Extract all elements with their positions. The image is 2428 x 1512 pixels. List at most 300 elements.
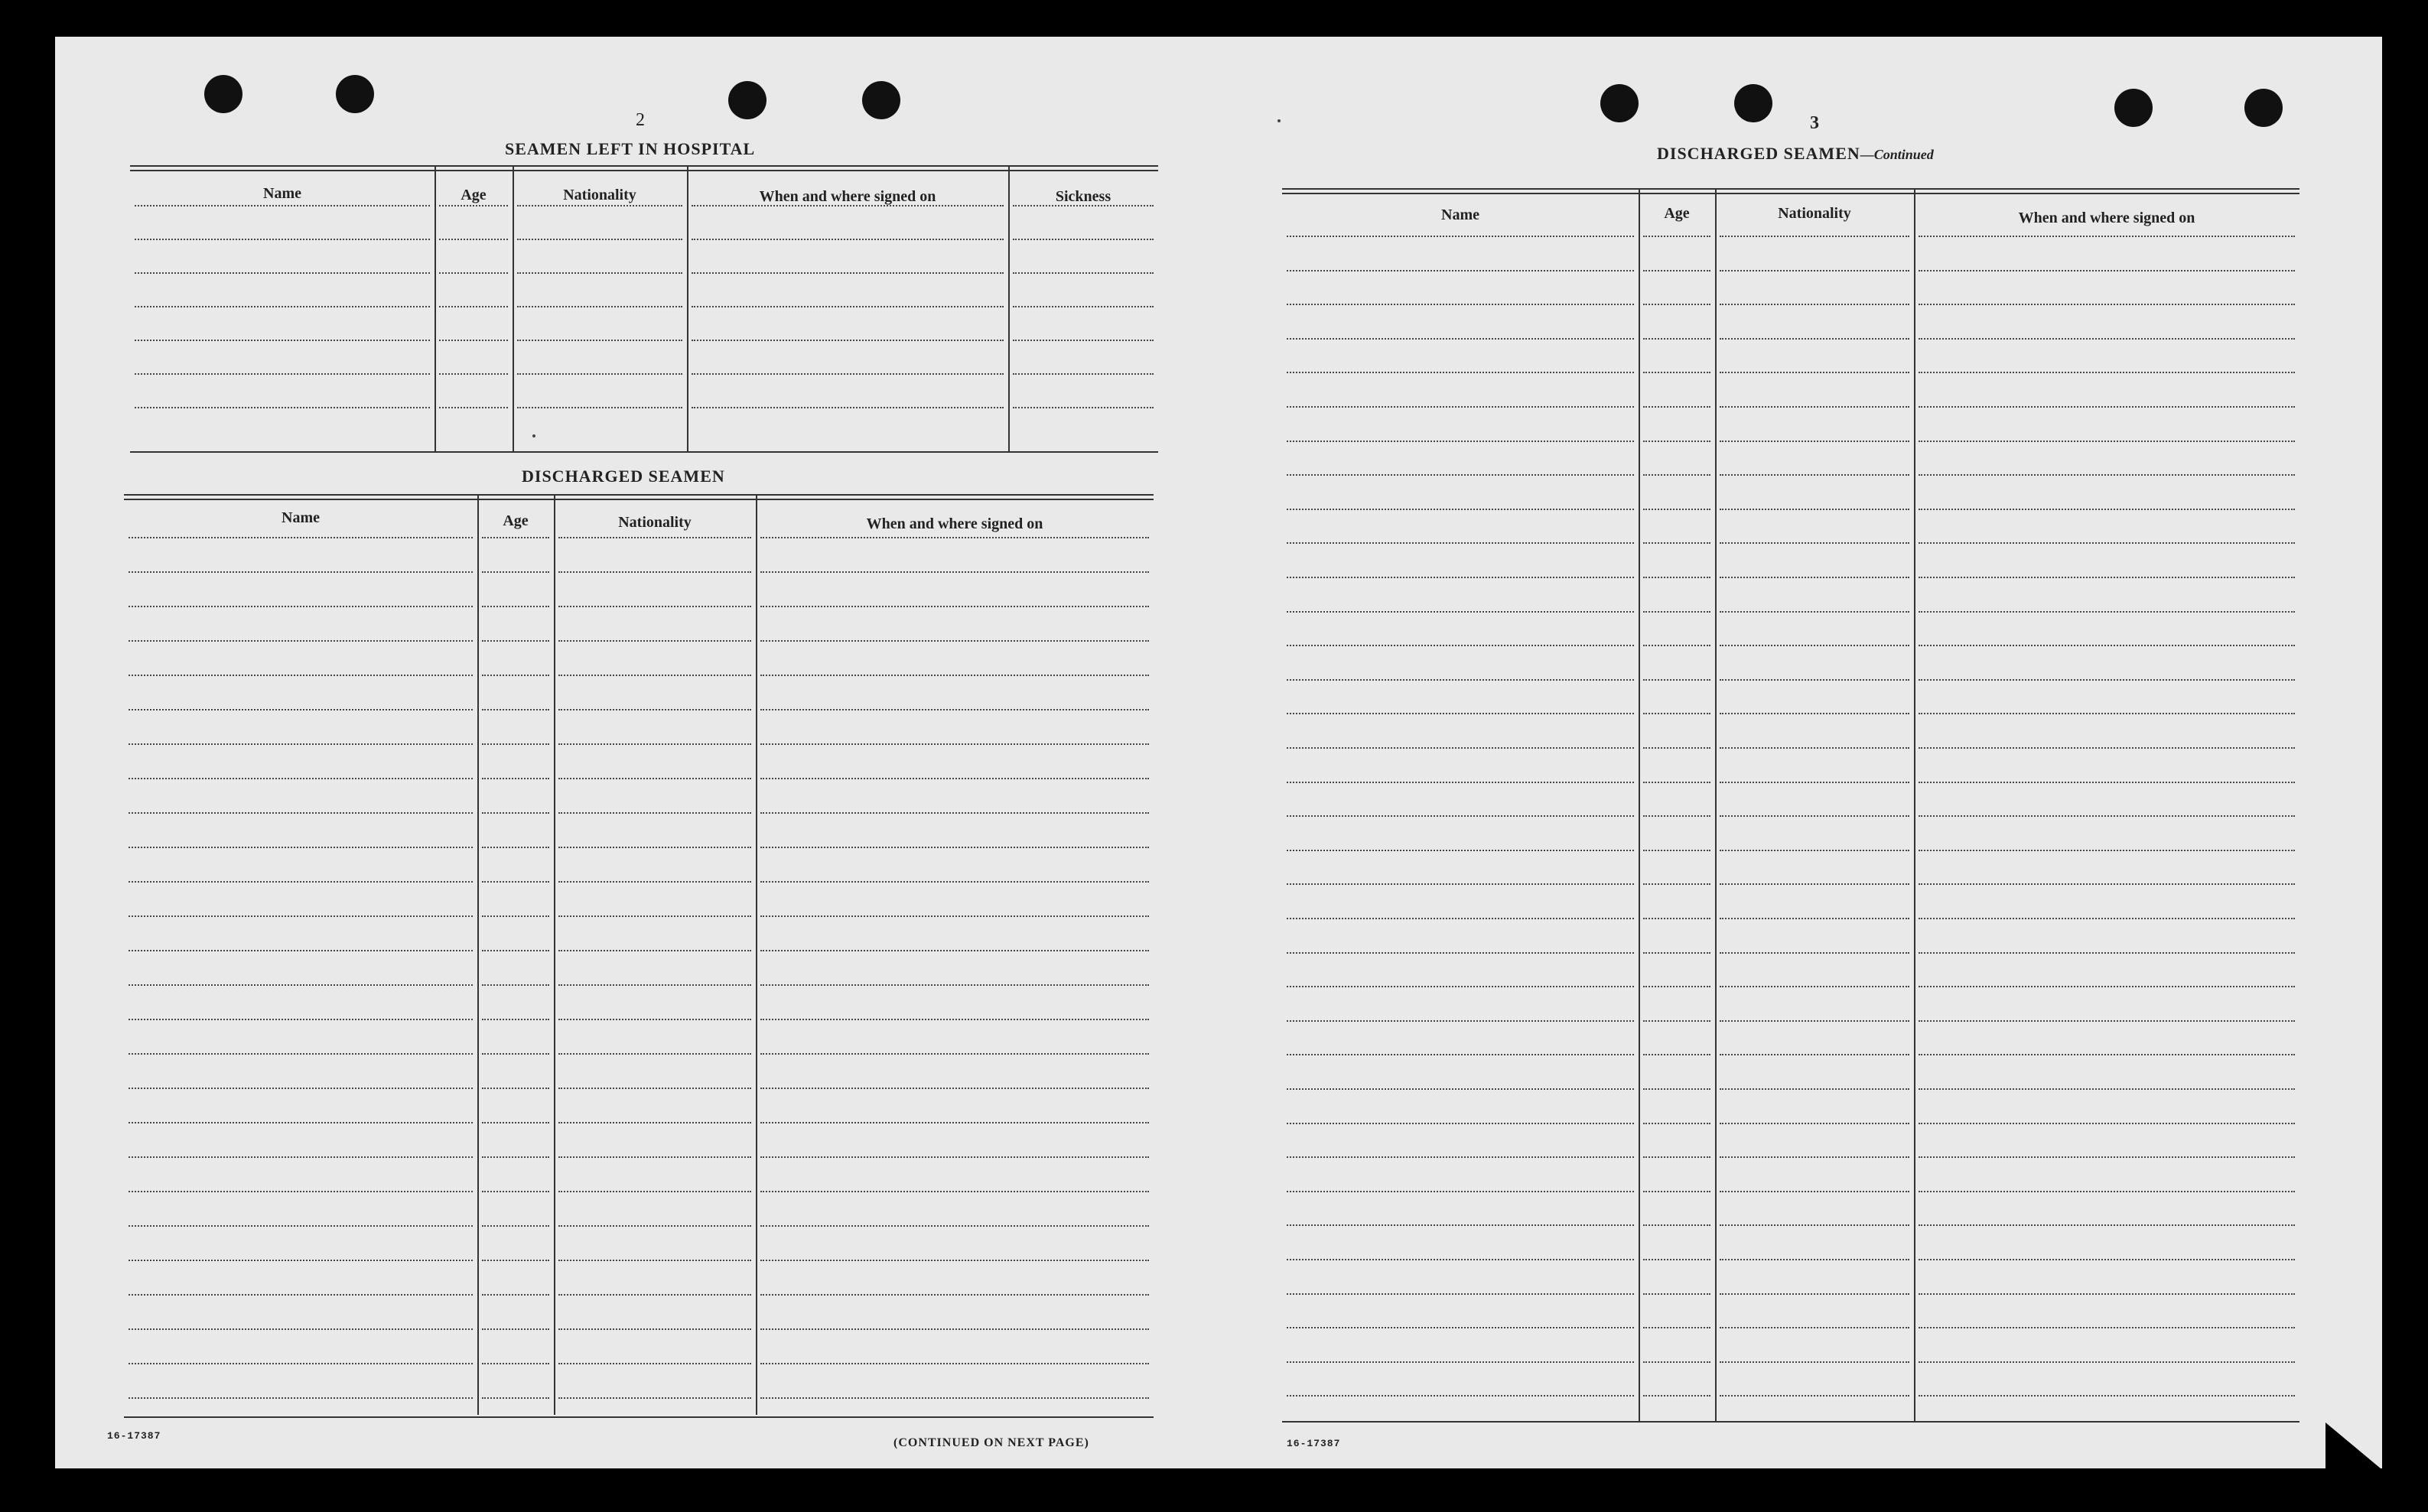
blank-entry-line	[760, 1156, 1149, 1158]
blank-entry-line	[517, 272, 682, 274]
blank-entry-line	[482, 1053, 549, 1055]
blank-entry-line	[1720, 1088, 1909, 1090]
blank-entry-line	[1643, 986, 1710, 987]
blank-entry-line	[692, 239, 1004, 240]
column-header-age: Age	[1664, 205, 1690, 222]
blank-entry-line	[1919, 883, 2295, 885]
blank-entry-line	[482, 1294, 549, 1296]
blank-entry-line	[558, 537, 751, 538]
blank-entry-line	[1287, 1293, 1634, 1295]
blank-entry-line	[1919, 1020, 2295, 1022]
ledger-sheet	[55, 37, 2382, 1468]
blank-entry-line	[1643, 1327, 1710, 1328]
blank-entry-line	[1643, 1156, 1710, 1158]
blank-entry-line	[1919, 815, 2295, 817]
blank-entry-line	[1013, 373, 1154, 375]
blank-entry-line	[760, 1328, 1149, 1330]
blank-entry-line	[1643, 815, 1710, 817]
table-top-rule	[124, 494, 1154, 500]
blank-entry-line	[692, 272, 1004, 274]
punch-hole	[862, 81, 900, 119]
blank-entry-line	[1919, 474, 2295, 476]
blank-entry-line	[558, 1328, 751, 1330]
blank-entry-line	[760, 1225, 1149, 1227]
blank-entry-line	[760, 778, 1149, 779]
blank-entry-line	[1720, 986, 1909, 987]
blank-entry-line	[129, 1156, 473, 1158]
blank-entry-line	[129, 1225, 473, 1227]
blank-entry-line	[1720, 372, 1909, 373]
blank-entry-line	[1720, 1293, 1909, 1295]
blank-entry-line	[1287, 1054, 1634, 1055]
blank-entry-line	[482, 743, 549, 745]
blank-entry-line	[1643, 713, 1710, 714]
blank-entry-line	[1919, 270, 2295, 272]
punch-hole	[2114, 89, 2153, 127]
blank-entry-line	[1287, 645, 1634, 646]
blank-entry-line	[129, 1019, 473, 1020]
blank-entry-line	[1720, 1361, 1909, 1363]
blank-entry-line	[1643, 883, 1710, 885]
blank-entry-line	[482, 984, 549, 986]
blank-entry-line	[1287, 1191, 1634, 1192]
blank-entry-line	[1919, 713, 2295, 714]
blank-entry-line	[1919, 304, 2295, 305]
continued-note: (CONTINUED ON NEXT PAGE)	[893, 1436, 1089, 1449]
punch-hole	[1734, 84, 1772, 122]
blank-entry-line	[1287, 1123, 1634, 1124]
blank-entry-line	[1720, 1123, 1909, 1124]
hospital-table	[130, 165, 1158, 454]
blank-entry-line	[1287, 1259, 1634, 1260]
blank-entry-line	[1720, 1395, 1909, 1397]
column-divider	[1008, 165, 1010, 453]
blank-entry-line	[1919, 542, 2295, 544]
blank-entry-line	[1287, 338, 1634, 340]
column-header-signed-on: When and where signed on	[866, 515, 1043, 532]
blank-entry-line	[129, 1397, 473, 1399]
blank-entry-line	[558, 1191, 751, 1192]
blank-entry-line	[760, 743, 1149, 745]
blank-entry-line	[129, 812, 473, 814]
blank-entry-line	[760, 675, 1149, 676]
blank-entry-line	[482, 709, 549, 710]
blank-entry-line	[1287, 441, 1634, 442]
blank-entry-line	[1919, 1156, 2295, 1158]
blank-entry-line	[1643, 747, 1710, 749]
blank-entry-line	[1643, 679, 1710, 681]
discharged-table	[124, 494, 1154, 1421]
blank-entry-line	[1919, 1224, 2295, 1226]
blank-entry-line	[135, 407, 430, 408]
blank-entry-line	[1643, 918, 1710, 919]
blank-entry-line	[439, 306, 508, 307]
blank-entry-line	[482, 1397, 549, 1399]
column-divider	[1715, 188, 1717, 1421]
blank-entry-line	[760, 984, 1149, 986]
blank-entry-line	[1643, 1088, 1710, 1090]
blank-entry-line	[482, 915, 549, 917]
blank-entry-line	[129, 1053, 473, 1055]
continued-suffix: —Continued	[1860, 147, 1934, 162]
blank-entry-line	[482, 640, 549, 642]
blank-entry-line	[1720, 883, 1909, 885]
blank-entry-line	[517, 239, 682, 240]
blank-entry-line	[1643, 542, 1710, 544]
blank-entry-line	[517, 373, 682, 375]
blank-entry-line	[558, 1397, 751, 1399]
blank-entry-line	[1919, 1395, 2295, 1397]
blank-entry-line	[1720, 577, 1909, 578]
column-divider	[1639, 188, 1640, 1421]
punch-hole	[728, 81, 766, 119]
blank-entry-line	[1720, 236, 1909, 237]
blank-entry-line	[558, 1019, 751, 1020]
blank-entry-line	[439, 373, 508, 375]
punch-hole	[2244, 89, 2283, 127]
form-number-right: 16-17387	[1287, 1438, 1341, 1449]
blank-entry-line	[558, 1363, 751, 1364]
blank-entry-line	[1287, 1020, 1634, 1022]
blank-entry-line	[1643, 1224, 1710, 1226]
table-bottom-rule	[130, 451, 1158, 453]
blank-entry-line	[482, 1191, 549, 1192]
blank-entry-line	[558, 743, 751, 745]
blank-entry-line	[135, 373, 430, 375]
punch-hole	[204, 75, 242, 113]
blank-entry-line	[1720, 474, 1909, 476]
blank-entry-line	[1919, 441, 2295, 442]
blank-entry-line	[482, 778, 549, 779]
blank-entry-line	[1919, 1259, 2295, 1260]
blank-entry-line	[1919, 1088, 2295, 1090]
blank-entry-line	[129, 1191, 473, 1192]
blank-entry-line	[558, 1122, 751, 1123]
blank-entry-line	[1919, 645, 2295, 646]
column-header-name: Name	[1441, 206, 1479, 223]
blank-entry-line	[135, 272, 430, 274]
blank-entry-line	[129, 950, 473, 951]
blank-entry-line	[1720, 782, 1909, 783]
blank-entry-line	[1919, 236, 2295, 237]
table-bottom-rule	[124, 1416, 1154, 1418]
blank-entry-line	[1287, 270, 1634, 272]
blank-entry-line	[482, 1363, 549, 1364]
blank-entry-line	[1287, 1156, 1634, 1158]
blank-entry-line	[1013, 306, 1154, 307]
blank-entry-line	[558, 881, 751, 883]
blank-entry-line	[482, 950, 549, 951]
blank-entry-line	[129, 778, 473, 779]
blank-entry-line	[439, 239, 508, 240]
blank-entry-line	[129, 571, 473, 573]
blank-entry-line	[558, 1225, 751, 1227]
blank-entry-line	[129, 847, 473, 848]
blank-entry-line	[760, 1019, 1149, 1020]
blank-entry-line	[1643, 236, 1710, 237]
blank-entry-line	[558, 1294, 751, 1296]
blank-entry-line	[558, 915, 751, 917]
blank-entry-line	[1013, 272, 1154, 274]
blank-entry-line	[558, 950, 751, 951]
blank-entry-line	[558, 847, 751, 848]
blank-entry-line	[558, 1156, 751, 1158]
column-header-signed-on: When and where signed on	[759, 188, 936, 205]
blank-entry-line	[1287, 304, 1634, 305]
blank-entry-line	[1919, 952, 2295, 954]
blank-entry-line	[1287, 542, 1634, 544]
blank-entry-line	[1720, 1054, 1909, 1055]
blank-entry-line	[1720, 1224, 1909, 1226]
blank-entry-line	[1919, 1327, 2295, 1328]
blank-entry-line	[558, 675, 751, 676]
blank-entry-line	[1720, 509, 1909, 510]
blank-entry-line	[482, 812, 549, 814]
blank-entry-line	[129, 709, 473, 710]
blank-entry-line	[482, 1122, 549, 1123]
blank-entry-line	[1287, 474, 1634, 476]
blank-entry-line	[1919, 850, 2295, 851]
blank-entry-line	[1919, 1054, 2295, 1055]
blank-entry-line	[1643, 645, 1710, 646]
blank-entry-line	[1287, 713, 1634, 714]
column-divider	[756, 494, 757, 1415]
blank-entry-line	[558, 571, 751, 573]
blank-entry-line	[1643, 338, 1710, 340]
blank-entry-line	[1013, 340, 1154, 341]
blank-entry-line	[129, 743, 473, 745]
blank-entry-line	[760, 1053, 1149, 1055]
blank-entry-line	[1287, 236, 1634, 237]
blank-entry-line	[692, 306, 1004, 307]
blank-entry-line	[482, 537, 549, 538]
blank-entry-line	[760, 709, 1149, 710]
blank-entry-line	[1720, 713, 1909, 714]
blank-entry-line	[1643, 509, 1710, 510]
table-top-rule	[130, 165, 1158, 171]
blank-entry-line	[1919, 1123, 2295, 1124]
blank-entry-line	[692, 340, 1004, 341]
column-divider	[687, 165, 688, 453]
blank-entry-line	[558, 606, 751, 607]
blank-entry-line	[760, 812, 1149, 814]
blank-entry-line	[129, 1122, 473, 1123]
blank-entry-line	[129, 881, 473, 883]
blank-entry-line	[1287, 1327, 1634, 1328]
blank-entry-line	[1720, 338, 1909, 340]
blank-entry-line	[129, 537, 473, 538]
discharged-table-title: DISCHARGED SEAMEN	[522, 467, 725, 486]
column-divider	[477, 494, 479, 1415]
blank-entry-line	[1720, 815, 1909, 817]
blank-entry-line	[439, 340, 508, 341]
blank-entry-line	[482, 1225, 549, 1227]
blank-entry-line	[1720, 952, 1909, 954]
blank-entry-line	[1720, 270, 1909, 272]
blank-entry-line	[482, 675, 549, 676]
blank-entry-line	[135, 306, 430, 307]
blank-entry-line	[1720, 1191, 1909, 1192]
discharged-continued-title	[1657, 144, 1934, 164]
blank-entry-line	[1720, 542, 1909, 544]
blank-entry-line	[1643, 372, 1710, 373]
blank-entry-line	[129, 1088, 473, 1089]
blank-entry-line	[1287, 1224, 1634, 1226]
blank-entry-line	[1720, 747, 1909, 749]
blank-entry-line	[1720, 918, 1909, 919]
table-top-rule	[1282, 188, 2299, 194]
blank-entry-line	[1287, 918, 1634, 919]
blank-entry-line	[482, 1260, 549, 1261]
blank-entry-line	[482, 881, 549, 883]
form-number-left: 16-17387	[107, 1430, 161, 1442]
column-header-nationality: Nationality	[618, 514, 692, 531]
blank-entry-line	[1643, 304, 1710, 305]
blank-entry-line	[129, 1260, 473, 1261]
blank-entry-line	[1643, 1020, 1710, 1022]
blank-entry-line	[1643, 474, 1710, 476]
blank-entry-line	[1287, 406, 1634, 408]
blank-entry-line	[760, 950, 1149, 951]
blank-entry-line	[129, 1328, 473, 1330]
blank-entry-line	[760, 1088, 1149, 1089]
blank-entry-line	[1287, 611, 1634, 613]
blank-entry-line	[1643, 1191, 1710, 1192]
blank-entry-line	[1720, 645, 1909, 646]
blank-entry-line	[1643, 1123, 1710, 1124]
blank-entry-line	[129, 1363, 473, 1364]
blank-entry-line	[517, 205, 682, 206]
blank-entry-line	[1287, 815, 1634, 817]
column-header-sickness: Sickness	[1055, 188, 1111, 205]
blank-entry-line	[129, 915, 473, 917]
blank-entry-line	[1720, 441, 1909, 442]
blank-entry-line	[1919, 782, 2295, 783]
blank-entry-line	[1287, 986, 1634, 987]
blank-entry-line	[129, 606, 473, 607]
blank-entry-line	[558, 709, 751, 710]
blank-entry-line	[760, 847, 1149, 848]
blank-entry-line	[1720, 1259, 1909, 1260]
blank-entry-line	[482, 606, 549, 607]
blank-entry-line	[760, 915, 1149, 917]
blank-entry-line	[1643, 406, 1710, 408]
blank-entry-line	[1287, 679, 1634, 681]
blank-entry-line	[1919, 509, 2295, 510]
blank-entry-line	[1919, 747, 2295, 749]
blank-entry-line	[517, 306, 682, 307]
blank-entry-line	[439, 272, 508, 274]
page-number-right: 3	[1810, 113, 1819, 133]
blank-entry-line	[1919, 372, 2295, 373]
column-header-nationality: Nationality	[563, 187, 636, 203]
column-divider	[435, 165, 436, 453]
blank-entry-line	[1287, 1088, 1634, 1090]
blank-entry-line	[129, 640, 473, 642]
blank-entry-line	[135, 340, 430, 341]
blank-entry-line	[1720, 679, 1909, 681]
column-header-signed-on: When and where signed on	[2018, 210, 2195, 226]
blank-entry-line	[1013, 407, 1154, 408]
blank-entry-line	[1643, 952, 1710, 954]
column-header-name: Name	[282, 509, 320, 526]
blank-entry-line	[1287, 1361, 1634, 1363]
blank-entry-line	[1720, 406, 1909, 408]
blank-entry-line	[760, 881, 1149, 883]
blank-entry-line	[517, 340, 682, 341]
blank-entry-line	[760, 1191, 1149, 1192]
blank-entry-line	[129, 675, 473, 676]
blank-entry-line	[1919, 1293, 2295, 1295]
blank-entry-line	[1287, 509, 1634, 510]
blank-entry-line	[1643, 782, 1710, 783]
blank-entry-line	[1013, 205, 1154, 206]
blank-entry-line	[760, 1363, 1149, 1364]
blank-entry-line	[1919, 611, 2295, 613]
blank-entry-line	[482, 1088, 549, 1089]
blank-entry-line	[1720, 1156, 1909, 1158]
blank-entry-line	[1287, 952, 1634, 954]
blank-entry-line	[482, 1156, 549, 1158]
column-header-name: Name	[263, 185, 301, 202]
blank-entry-line	[760, 606, 1149, 607]
blank-entry-line	[1720, 304, 1909, 305]
blank-entry-line	[558, 1260, 751, 1261]
blank-entry-line	[558, 1053, 751, 1055]
blank-entry-line	[760, 1260, 1149, 1261]
blank-entry-line	[1643, 1293, 1710, 1295]
discharged-continued-table	[1282, 188, 2299, 1424]
blank-entry-line	[482, 847, 549, 848]
blank-entry-line	[1919, 986, 2295, 987]
blank-entry-line	[1643, 1259, 1710, 1260]
blank-entry-line	[135, 239, 430, 240]
blank-entry-line	[439, 205, 508, 206]
punch-hole	[336, 75, 374, 113]
blank-entry-line	[760, 1122, 1149, 1123]
blank-entry-line	[1919, 338, 2295, 340]
blank-entry-line	[1643, 1054, 1710, 1055]
blank-entry-line	[760, 537, 1149, 538]
blank-entry-line	[1919, 577, 2295, 578]
blank-entry-line	[1287, 747, 1634, 749]
blank-entry-line	[558, 812, 751, 814]
hospital-table-title: SEAMEN LEFT IN HOSPITAL	[505, 139, 756, 158]
folded-corner	[2325, 1423, 2381, 1468]
blank-entry-line	[1643, 850, 1710, 851]
blank-entry-line	[558, 778, 751, 779]
blank-entry-line	[692, 205, 1004, 206]
blank-entry-line	[517, 407, 682, 408]
blank-entry-line	[1287, 850, 1634, 851]
blank-entry-line	[1720, 1020, 1909, 1022]
blank-entry-line	[1919, 1191, 2295, 1192]
blank-entry-line	[1919, 679, 2295, 681]
blank-entry-line	[1919, 918, 2295, 919]
blank-entry-line	[1013, 239, 1154, 240]
blank-entry-line	[1720, 611, 1909, 613]
column-divider	[513, 165, 514, 453]
blank-entry-line	[692, 407, 1004, 408]
blank-entry-line	[558, 984, 751, 986]
paper-speck	[1277, 119, 1281, 122]
punch-hole	[1600, 84, 1639, 122]
page-number-left: 2	[636, 110, 645, 130]
blank-entry-line	[482, 571, 549, 573]
blank-entry-line	[1919, 1361, 2295, 1363]
column-divider	[554, 494, 555, 1415]
blank-entry-line	[1720, 1327, 1909, 1328]
